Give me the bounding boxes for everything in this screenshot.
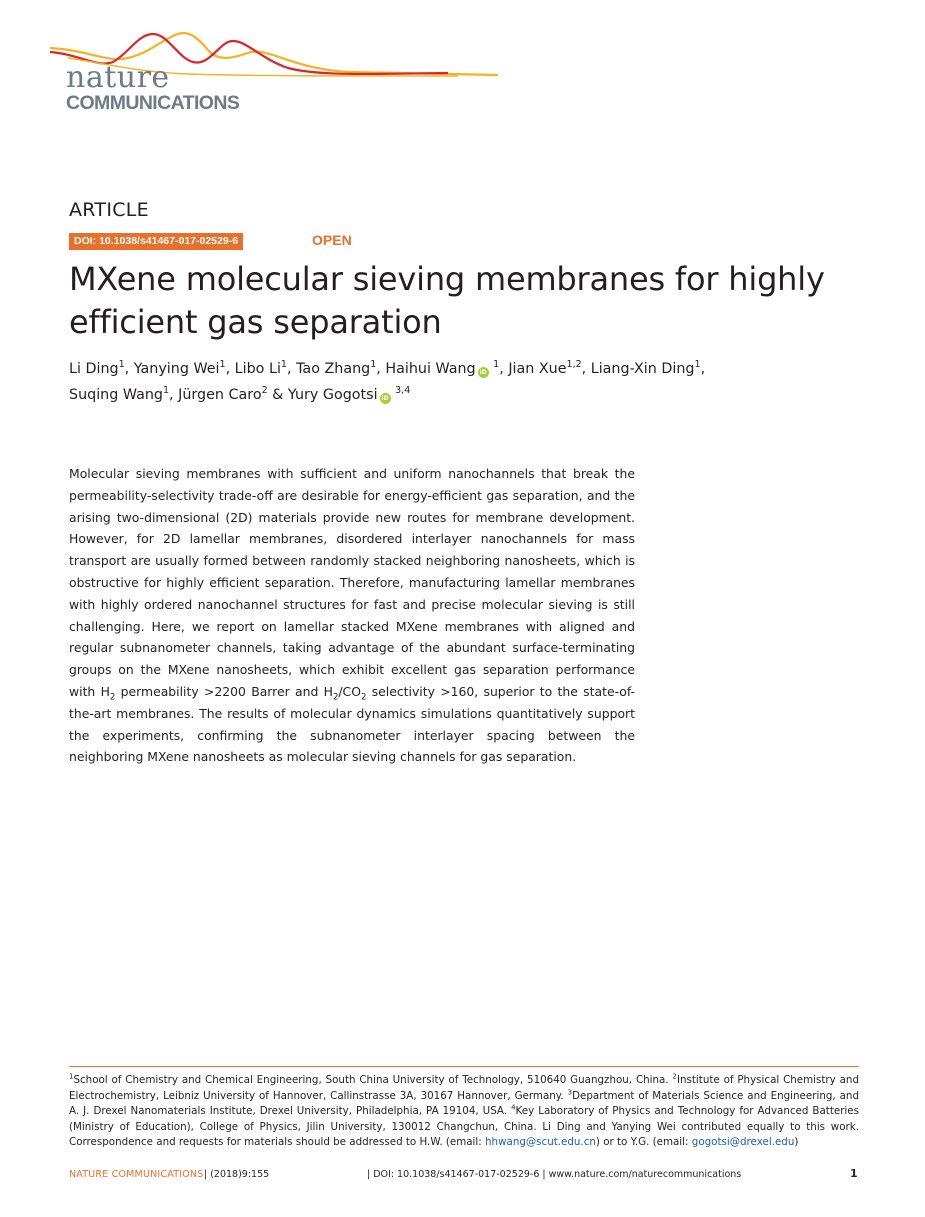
- author-affiliation: 1: [694, 359, 701, 371]
- subscript: 2: [332, 692, 339, 703]
- author-name[interactable]: Tao Zhang: [296, 361, 371, 377]
- abstract-text: permeability >2200 Barrer and H: [115, 683, 333, 699]
- affiliation-text: Institute of Physical Chemistry and Electrochemistry, Leibniz University of Hannover, Callinstrasse 3A, 30167 Hannover, Germany.: [69, 1074, 859, 1102]
- affiliation-number: 3: [567, 1088, 573, 1097]
- author-name[interactable]: Liang-Xin Ding: [590, 361, 695, 377]
- orcid-icon[interactable]: iD: [479, 369, 487, 376]
- footnote-text: ) or to Y.G. (email:: [595, 1136, 692, 1148]
- author-name[interactable]: Suqing Wang: [69, 387, 163, 403]
- abstract: [69, 463, 635, 768]
- author-affiliation: 1: [118, 359, 125, 371]
- email-link-hw[interactable]: hhwang@scut.edu.cn: [485, 1136, 596, 1148]
- affiliation-number: 2: [672, 1072, 677, 1081]
- journal-logo-communications: COMMUNICATIONS: [66, 92, 240, 114]
- page-number: 1: [850, 1167, 858, 1180]
- doi-badge[interactable]: DOI: 10.1038/s41467-017-02529-6: [69, 233, 243, 250]
- footer-volume: | (2018)9:155: [204, 1169, 270, 1180]
- affiliation-text: Department of Materials Science and Engineering, and A. J. Drexel Nanomaterials Institute, Drexel University, Philadelphia, PA 19104, USA.: [69, 1089, 859, 1117]
- abstract-text: selectivity >160, superior to the state-of-the-art membranes. The results of molecular dynamics simulations quantitatively support the experiments, confirming the subnanometer interlayer spacing between the neighboring MXene nanosheets as molecular sieving channels for gas separation.: [69, 683, 636, 765]
- affiliation-number: 1: [69, 1072, 74, 1081]
- affiliation-text: Key Laboratory of Physics and Technology for Advanced Batteries (Ministry of Education), College of Physics, Jilin University, 130012 Changchun, China. Li Ding and Yanying Wei contributed equally to this work. Correspondence and requests for materials should be addressed to H.W. (email:: [69, 1105, 859, 1148]
- open-access-label: OPEN: [312, 232, 352, 248]
- author-affiliation: 2: [261, 385, 268, 397]
- footnote-divider: [69, 1066, 859, 1067]
- author-affiliation: 1: [370, 359, 377, 371]
- orcid-icon[interactable]: iD: [381, 395, 389, 402]
- author-affiliation: 1: [493, 359, 500, 371]
- article-type-label: ARTICLE: [69, 199, 149, 221]
- author-list: Li Ding$^1$, Yanying Wei$^1$, Libo Li$^1$, Tao Zhang$^1$, Haihui Wang iD $^1$, Jian Xue$^{1,2}$, Liang-Xin Ding$^1$, Suqing Wang$^1$, Jürgen Caro$^2$ & Yury Gogotsi iD $^{3,4}$: [69, 359, 706, 403]
- journal-logo-nature: nature: [66, 60, 170, 95]
- subscript: 2: [109, 692, 116, 703]
- footnote-text: ): [794, 1136, 799, 1148]
- author-name[interactable]: Jürgen Caro: [178, 387, 262, 403]
- author-affiliation: 1: [280, 359, 287, 371]
- affiliation-footnotes: [69, 1073, 859, 1151]
- author-affiliation: 1: [219, 359, 226, 371]
- author-affiliation: 1,2: [566, 359, 582, 371]
- author-affiliation: 3,4: [395, 385, 411, 397]
- affiliation-text: School of Chemistry and Chemical Engineering, South China University of Technology, 510640 Guangzhou, China.: [73, 1074, 673, 1086]
- author-name[interactable]: Libo Li: [234, 361, 281, 377]
- abstract-text: Molecular sieving membranes with sufficient and uniform nanochannels that break the permeability-selectivity trade-off are desirable for energy-efficient gas separation, and the arising two-dimensional (2D) materials provide new routes for membrane development. However, for 2D lamellar membranes, disordered interlayer nanochannels for mass transport are usually formed between randomly stacked neighboring nanosheets, which is obstructive for highly efficient separation. Therefore, manufacturing lamellar membranes with highly ordered nanochannel structures for fast and precise molecular sieving is still challenging. Here, we report on lamellar stacked MXene membranes with aligned and regular subnanometer channels, taking advantage of the abundant surface-terminating groups on the MXene nanosheets, which exhibit excellent gas separation performance with H: [69, 466, 635, 699]
- author-name[interactable]: Haihui Wang: [385, 361, 476, 377]
- article-title: MXene molecular sieving membranes for highly efficient gas separation: [69, 260, 825, 341]
- author-name[interactable]: Yanying Wei: [133, 361, 220, 377]
- author-name[interactable]: Yury Gogotsi: [287, 387, 378, 403]
- author-affiliation: 1: [162, 385, 170, 397]
- author-name[interactable]: Jian Xue: [508, 361, 567, 377]
- email-link-yg[interactable]: gogotsi@drexel.edu: [691, 1136, 795, 1148]
- affiliation-number: 4: [511, 1103, 516, 1112]
- footer-journal-name: NATURE COMMUNICATIONS: [69, 1169, 204, 1180]
- footer-doi-url[interactable]: | DOI: 10.1038/s41467-017-02529-6 | www.nature.com/naturecommunications: [367, 1169, 742, 1180]
- author-name[interactable]: Li Ding: [69, 361, 119, 377]
- subscript: 2: [360, 692, 367, 703]
- abstract-text: /CO: [338, 683, 361, 699]
